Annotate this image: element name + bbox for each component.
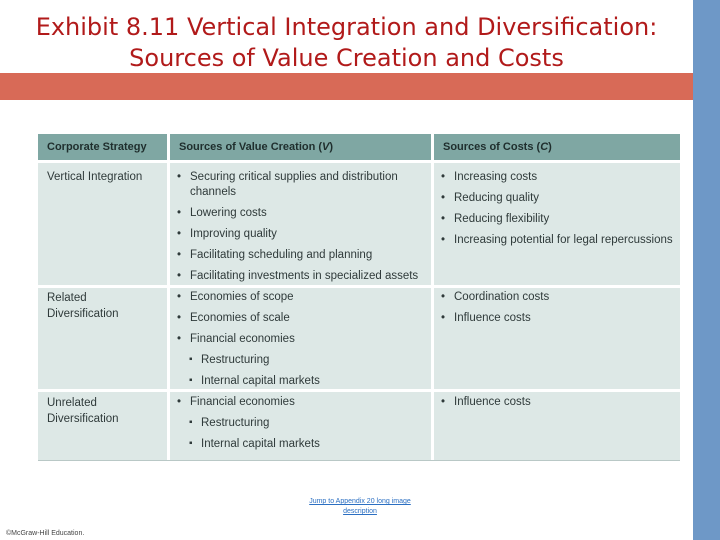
strategy-line: Unrelated [47,397,97,409]
square-bullet-icon: ▪ [189,354,193,365]
slide-title: Exhibit 8.11 Vertical Integration and Diversification: Sources of Value Creation and Costs [35,13,658,72]
header-value-creation [170,134,431,160]
item-text: Economies of scale [190,312,290,324]
item-text: Facilitating scheduling and planning [190,249,373,261]
column-divider [431,134,434,460]
exhibit-table [38,134,680,461]
bullet-icon: • [441,213,446,225]
bullet-icon: • [177,291,182,303]
item-text: Reducing flexibility [454,213,550,225]
item-text: Financial economies [190,396,295,408]
row-strategy-label [47,169,167,185]
list-item [177,170,398,185]
bullet-icon: • [177,249,182,261]
item-text: Financial economies [190,333,295,345]
item-text: Restructuring [201,354,270,366]
item-text: Improving quality [190,228,277,240]
strategy-line: Diversification [47,413,119,425]
bullet-icon: • [177,171,182,183]
strategy-line: Diversification [47,308,119,320]
header-cost-close: ) [548,141,552,153]
list-item [177,248,373,263]
list-item [441,233,673,248]
list-item [177,332,295,347]
item-text: Restructuring [201,417,270,429]
column-divider [167,134,170,460]
item-text: Facilitating investments in specialized assets [190,270,419,282]
bullet-icon: • [441,234,446,246]
bullet-icon: • [177,396,182,408]
list-subitem [189,437,320,452]
list-subitem [189,374,320,389]
list-item-continuation [190,185,236,200]
title-accent-bar [0,73,693,100]
link-line[interactable]: description [343,508,377,515]
row-strategy-label [47,395,167,427]
list-item [177,311,290,326]
bullet-icon: • [441,312,446,324]
list-item [177,206,267,221]
item-text: Influence costs [454,396,531,408]
right-accent-strip [693,0,720,540]
square-bullet-icon: ▪ [189,438,193,449]
header-costs [434,134,680,160]
bullet-icon: • [441,396,446,408]
list-item [441,191,540,206]
bullet-icon: • [177,207,182,219]
square-bullet-icon: ▪ [189,417,193,428]
bullet-icon: • [177,333,182,345]
link-line[interactable]: Jump to Appendix 20 long image [309,498,411,505]
row-strategy-label [47,290,167,322]
item-text: Securing critical supplies and distribution [190,171,398,183]
bullet-icon: • [177,228,182,240]
bullet-icon: • [441,192,446,204]
bullet-icon: • [177,270,182,282]
bullet-icon: • [441,291,446,303]
item-text: Lowering costs [190,207,267,219]
header-value-label: Sources of Value Creation ( [179,141,323,153]
row-divider [38,160,680,163]
item-text: Internal capital markets [201,375,320,387]
header-cost-variable: C [540,141,549,153]
item-text: Internal capital markets [201,438,320,450]
bullet-icon: • [441,171,446,183]
list-item [177,290,294,305]
strategy-line: Related [47,292,87,304]
list-item [441,212,550,227]
header-value-variable: V [322,141,330,153]
square-bullet-icon: ▪ [189,375,193,386]
item-text: Economies of scope [190,291,294,303]
list-item [441,311,531,326]
item-text: Increasing potential for legal repercussions [454,234,673,246]
list-item [177,227,277,242]
bullet-icon: • [177,312,182,324]
header-corporate-strategy: Corporate Strategy [38,134,167,160]
list-item [441,395,531,410]
list-item [441,170,538,185]
list-subitem [189,416,270,431]
list-subitem [189,353,270,368]
header-value-close: ) [329,141,334,153]
list-item [441,290,550,305]
list-item [177,269,419,284]
strategy-line: Vertical Integration [47,171,143,183]
header-cost-label: Sources of Costs ( [443,141,541,153]
item-text: Influence costs [454,312,531,324]
item-text: Reducing quality [454,192,540,204]
row-divider [38,389,680,392]
list-item [177,395,295,410]
row-divider [38,285,680,288]
long-description-link[interactable] [0,497,720,517]
item-text: Increasing costs [454,171,538,183]
copyright-notice: ©McGraw-Hill Education. [6,530,85,537]
item-text: Coordination costs [454,291,550,303]
item-text: channels [190,186,237,198]
